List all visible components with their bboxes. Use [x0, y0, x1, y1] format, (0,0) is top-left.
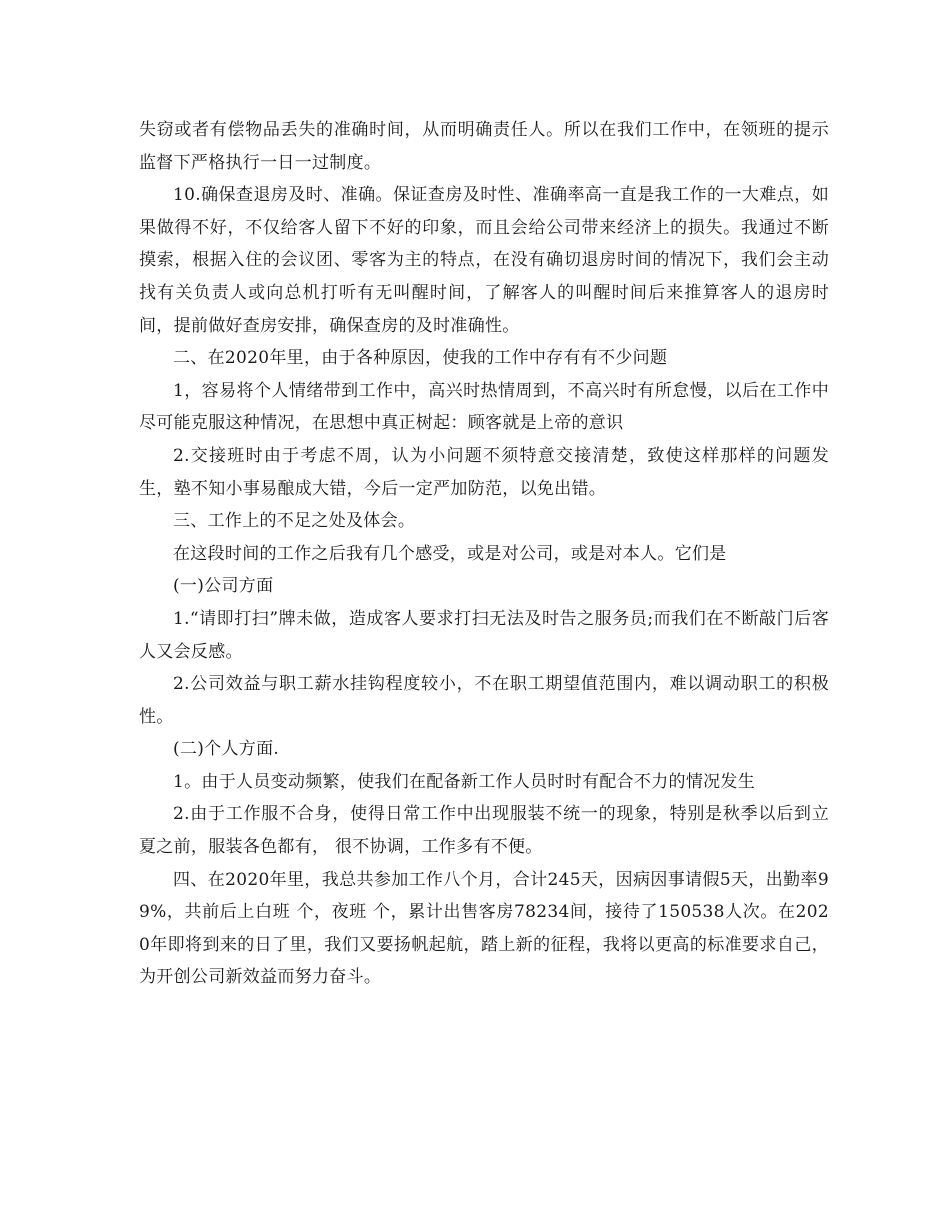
- paragraph-14: 四、在2020年里，我总共参加工作八个月，合计245天，因病因事请假5天，出勤率99%，共前后上白班 个，夜班 个，累计出售客房78234间，接待了150538人次。在2020年即将到来的日了里，我们又要扬帆起航，踏上新的征程，我将以更高的标准要求自己，为开创公司新效益而努力奋斗。: [139, 869, 829, 988]
- paragraph-1: 失窃或者有偿物品丢失的准确时间，从而明确责任人。所以在我们工作中，在领班的提示监督下严格执行一日一过制度。: [139, 120, 829, 173]
- paragraph-10: 2.公司效益与职工薪水挂钩程度较小，不在职工期望值范围内，难以调动职工的积极性。: [139, 674, 829, 727]
- paragraph-4: 1，容易将个人情绪带到工作中，高兴时热情周到，不高兴时有所怠慢，以后在工作中尽可能克服这种情况，在思想中真正树起：顾客就是上帝的意识: [139, 380, 829, 434]
- paragraph-5: 2.交接班时由于考虑不周，认为小问题不须特意交接清楚，致使这样那样的问题发生，塾不知小事易酿成大错，今后一定严加防范，以免出错。: [139, 445, 829, 499]
- paragraph-2: 10.确保查退房及时、准确。保证查房及时性、准确率高一直是我工作的一大难点，如果做得不好，不仅给客人留下不好的印象，而且会给公司带来经济上的损失。我通过不断摸索，根据入住的会议团、零客为主的特点，在没有确切退房时间的情况下，我们会主动找有关负责人或向总机打听有无叫醒时间，了解客人的叫醒时间后来推算客人的退房时间，提前做好查房安排，确保查房的及时准确性。: [139, 185, 829, 336]
- paragraph-7: 在这段时间的工作之后我有几个感受，或是对公司，或是对本人。它们是: [173, 543, 727, 564]
- paragraph-9: 1.“请即打扫”牌未做，造成客人要求打扫无法及时告之服务员;而我们在不断敲门后客人又会反感。: [139, 608, 829, 662]
- paragraph-6: 三、工作上的不足之处及体会。: [173, 511, 416, 532]
- paragraph-13: 2.由于工作服不合身，使得日常工作中出现服装不统一的现象，特别是秋季以后到立夏之前，服装各色都有， 很不协调，工作多有不便。: [139, 804, 829, 858]
- document-body: [139, 114, 829, 994]
- paragraph-3: 二、在2020年里，由于各种原因，使我的工作中存有有不少问题: [173, 348, 668, 369]
- paragraph-11: (二)个人方面.: [173, 739, 280, 760]
- paragraph-12: 1。由于人员变动频繁，使我们在配备新工作人员时时有配合不力的情况发生: [173, 771, 756, 792]
- paragraph-8: (一)公司方面: [173, 576, 274, 597]
